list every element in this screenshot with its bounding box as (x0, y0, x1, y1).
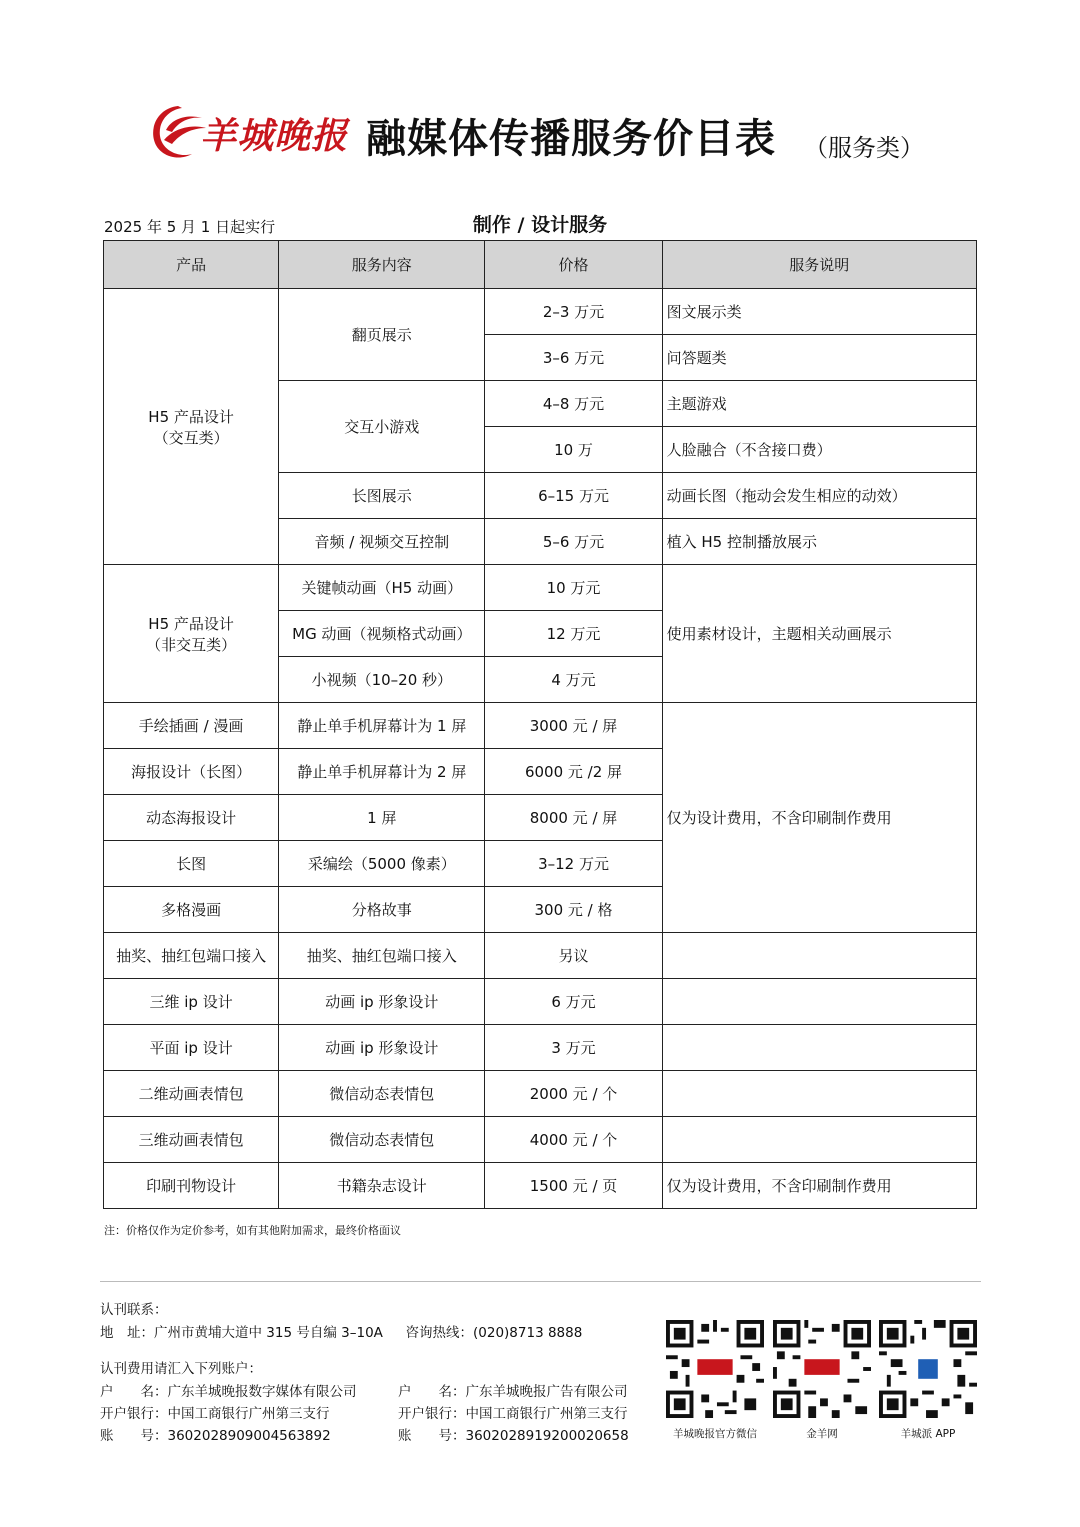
price-cell: 3 万元 (485, 1025, 662, 1071)
product-cell: 手绘插画 / 漫画 (104, 703, 279, 749)
description-cell: 使用素材设计，主题相关动画展示 (662, 565, 976, 703)
service-cell: 小视频（10–20 秒） (279, 657, 485, 703)
table-row (104, 1025, 977, 1071)
price-cell: 5–6 万元 (485, 519, 662, 565)
effective-date: 2025 年 5 月 1 日起实行 (104, 218, 276, 236)
price-cell: 2000 元 / 个 (485, 1071, 662, 1117)
service-cell: 静止单手机屏幕计为 1 屏 (279, 703, 485, 749)
price-cell: 6–15 万元 (485, 473, 662, 519)
account-name-line (398, 1380, 628, 1400)
header-price: 价格 (485, 241, 662, 289)
service-cell: 1 屏 (279, 795, 485, 841)
service-cell: 交互小游戏 (279, 381, 485, 473)
service-cell: MG 动画（视频格式动画） (279, 611, 485, 657)
product-line: （交互类） (153, 428, 229, 447)
description-cell: 仅为设计费用，不含印刷制作费用 (662, 703, 976, 933)
bank-label: 开户银行： (398, 1406, 466, 1422)
product-cell: 印刷刊物设计 (104, 1163, 279, 1209)
price-cell: 3–12 万元 (485, 841, 662, 887)
page-title: 融媒体传播服务价目表 (366, 116, 776, 162)
service-cell: 抽奖、抽红包端口接入 (279, 933, 485, 979)
price-cell: 300 元 / 格 (485, 887, 662, 933)
price-table (103, 240, 977, 1209)
description-cell: 图文展示类 (662, 289, 976, 335)
product-cell: 抽奖、抽红包端口接入 (104, 933, 279, 979)
service-cell: 微信动态表情包 (279, 1071, 485, 1117)
price-cell: 4000 元 / 个 (485, 1117, 662, 1163)
hotline-label: 咨询热线： (405, 1325, 473, 1341)
account-number-label: 账 号： (100, 1428, 168, 1444)
service-cell: 动画 ip 形象设计 (279, 979, 485, 1025)
description-cell: 植入 H5 控制播放展示 (662, 519, 976, 565)
product-line: （非交互类） (146, 635, 237, 654)
address-label: 地 址： (100, 1325, 154, 1341)
price-cell: 3000 元 / 屏 (485, 703, 662, 749)
bank-name: 中国工商银行广州第三支行 (465, 1406, 628, 1422)
description-cell: 人脸融合（不含接口费） (662, 427, 976, 473)
account-name: 广东羊城晚报数字媒体有限公司 (167, 1384, 357, 1400)
product-cell: 多格漫画 (104, 887, 279, 933)
service-cell: 采编绘（5000 像素） (279, 841, 485, 887)
service-cell: 翻页展示 (279, 289, 485, 381)
service-cell: 音频 / 视频交互控制 (279, 519, 485, 565)
price-cell: 10 万元 (485, 565, 662, 611)
description-cell (662, 1071, 976, 1117)
contact-title: 认刊联系： (100, 1302, 168, 1318)
description-cell (662, 979, 976, 1025)
price-cell: 12 万元 (485, 611, 662, 657)
service-cell: 长图展示 (279, 473, 485, 519)
product-cell: 三维 ip 设计 (104, 979, 279, 1025)
table-row (104, 1117, 977, 1163)
brand-name: 羊城晚报 (200, 115, 349, 157)
service-cell: 静止单手机屏幕计为 2 屏 (279, 749, 485, 795)
product-cell: 长图 (104, 841, 279, 887)
price-cell: 1500 元 / 页 (485, 1163, 662, 1209)
product-line: H5 产品设计 (148, 614, 234, 633)
price-cell: 2–3 万元 (485, 289, 662, 335)
account-name-label: 户 名： (398, 1384, 466, 1400)
description-cell (662, 1025, 976, 1071)
bank-label: 开户银行： (100, 1406, 168, 1422)
price-cell: 4 万元 (485, 657, 662, 703)
table-header-row (104, 241, 977, 289)
product-cell: 海报设计（长图） (104, 749, 279, 795)
account-number-line (100, 1424, 331, 1444)
table-row (104, 1163, 977, 1209)
account-number: 3602028909004563892 (167, 1428, 331, 1444)
brand-swirl-icon (148, 100, 208, 166)
price-cell: 另议 (485, 933, 662, 979)
service-cell: 分格故事 (279, 887, 485, 933)
qr-code-icon[interactable] (879, 1320, 977, 1418)
divider (100, 1281, 981, 1282)
account-name-line (100, 1380, 357, 1400)
product-cell: 动态海报设计 (104, 795, 279, 841)
price-cell: 3–6 万元 (485, 335, 662, 381)
description-cell: 动画长图（拖动会发生相应的动效） (662, 473, 976, 519)
brand-logo (148, 100, 358, 166)
header-description: 服务说明 (662, 241, 976, 289)
address-line (100, 1321, 582, 1341)
product-cell (104, 565, 279, 703)
price-cell: 6000 元 /2 屏 (485, 749, 662, 795)
account-number-line (398, 1424, 629, 1444)
price-cell: 4–8 万元 (485, 381, 662, 427)
table-row (104, 565, 977, 611)
table-row (104, 1071, 977, 1117)
account-name: 广东羊城晚报广告有限公司 (465, 1384, 628, 1400)
description-cell: 仅为设计费用，不含印刷制作费用 (662, 1163, 976, 1209)
bank-line (398, 1402, 628, 1422)
price-note: 注：价格仅作为定价参考，如有其他附加需求，最终价格面议 (104, 1224, 401, 1237)
account-number-label: 账 号： (398, 1428, 466, 1444)
description-cell: 问答题类 (662, 335, 976, 381)
service-cell: 关键帧动画（H5 动画） (279, 565, 485, 611)
product-cell (104, 289, 279, 565)
table-row (104, 933, 977, 979)
page-subtitle: （服务类） (804, 134, 924, 162)
product-cell: 二维动画表情包 (104, 1071, 279, 1117)
description-cell: 主题游戏 (662, 381, 976, 427)
bank-line (100, 1402, 330, 1422)
product-cell: 平面 ip 设计 (104, 1025, 279, 1071)
hotline-value: (020)8713 8888 (473, 1325, 583, 1341)
account-number: 3602028919200020658 (465, 1428, 629, 1444)
service-cell: 动画 ip 形象设计 (279, 1025, 485, 1071)
price-cell: 6 万元 (485, 979, 662, 1025)
description-cell (662, 933, 976, 979)
table-row (104, 979, 977, 1025)
description-cell (662, 1117, 976, 1163)
service-cell: 微信动态表情包 (279, 1117, 485, 1163)
table-row (104, 703, 977, 749)
product-line: H5 产品设计 (148, 407, 234, 426)
qr-caption: 金羊网 (806, 1428, 838, 1440)
price-cell: 8000 元 / 屏 (485, 795, 662, 841)
qr-code-icon[interactable] (773, 1320, 871, 1418)
bank-name: 中国工商银行广州第三支行 (167, 1406, 330, 1422)
qr-code-icon[interactable] (666, 1320, 764, 1418)
address-value: 广州市黄埔大道中 315 号自编 3–10A (154, 1325, 383, 1341)
account-name-label: 户 名： (100, 1384, 168, 1400)
accounts-title: 认刊费用请汇入下列账户： (100, 1361, 262, 1377)
qr-caption: 羊城派 APP (900, 1428, 956, 1440)
product-cell: 三维动画表情包 (104, 1117, 279, 1163)
qr-caption: 羊城晚报官方微信 (673, 1428, 757, 1440)
table-row (104, 289, 977, 335)
section-title: 制作 / 设计服务 (472, 214, 608, 236)
price-cell: 10 万 (485, 427, 662, 473)
service-cell: 书籍杂志设计 (279, 1163, 485, 1209)
header-service: 服务内容 (279, 241, 485, 289)
header-product: 产品 (104, 241, 279, 289)
